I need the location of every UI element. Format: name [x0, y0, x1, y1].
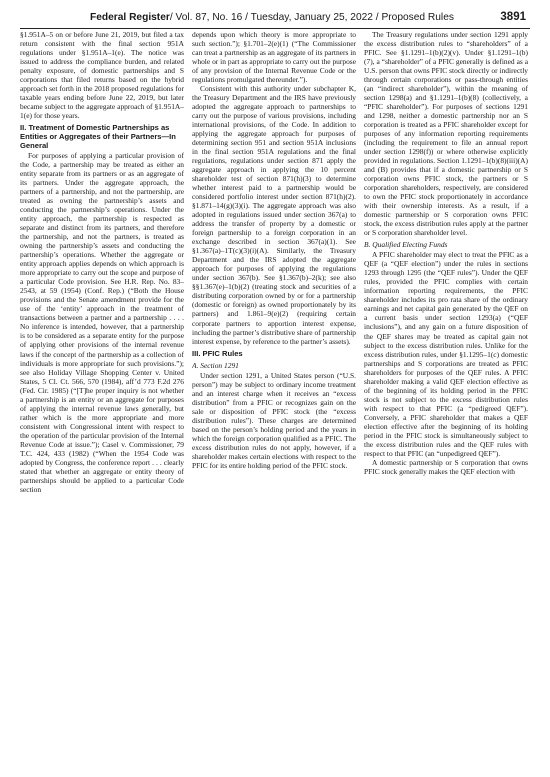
section-heading: B. Qualified Electing Funds [364, 240, 448, 250]
volume-info: / Vol. 87, No. 16 / Tuesday, January 25, 2022 / Proposed Rules [169, 12, 454, 23]
page-number: 3891 [500, 11, 526, 23]
column-2 [192, 30, 356, 770]
section-heading: II. Treatment of Domestic Partnerships as Entities or Aggregates of their Partners—In General [20, 123, 176, 151]
column-1 [20, 30, 184, 770]
paragraph: depends upon which theory is more appropriate to such section.”); §1.701–2(e)(1) (“The Commissioner can treat a partnership as an aggregate of its partners in whole or in part as appropriate to carry out the purpose of any provision of the Internal Revenue Code or the regulations promulgated thereunder.”). [192, 30, 356, 85]
column-3 [364, 30, 528, 770]
paragraph: §1.951A–5 on or before June 21, 2019, but filed a tax return consistent with the final section 951A regulations under §1.951A–1(e). The notice was issued to address the compliance burden, and related penalty exposure, of domestic partnerships and S corporations that filed returns based on the hybrid approach set forth in the 2018 proposed regulations for taxable years ending before June 22, 2019, but later became subject to the aggregate approach of §1.951A–1(e) for those years. [20, 30, 184, 121]
page-header [20, 8, 530, 28]
section-heading: III. PFIC Rules [192, 348, 243, 358]
section-heading: A. Section 1291 [192, 360, 239, 370]
text-columns [20, 30, 530, 770]
running-head [90, 12, 454, 23]
paragraph: A domestic partnership or S corporation that owns PFIC stock generally makes the QEF election with [364, 457, 528, 476]
paragraph: For purposes of applying a particular provision of the Code, a partnership may be treated as either an entity separate from its partners or as an aggregate of its partners. Under the aggregate approach, the partners of a partnership, and not the partnership, are treated as owning the partnership’s assets and conducting the partnership’s operations. Under the entity approach, the partnership is respected as separate and distinct from its partners, and therefore the partnership, and not the partners, is treated as owning the partnership’s assets and conducting the partnership’s operations. Whether the aggregate or entity approach applies depends on which approach is more appropriate to carry out the scope and purpose of a particular Code provision. See H.R. Rep. No. 83–2543, at 59 (1954) (Conf. Rep.) (“Both the House provisions and the Senate amendment provide for the use of the ‘entity’ approach in the treatment of transactions between a partner and a partnership . . . . No inference is intended, however, that a partnership is to be considered as a separate entity for the purpose of applying other provisions of the internal revenue laws if the concept of the partnership as a collection of individuals is more appropriate for such provisions.”); see also Holiday Village Shopping Center v. United States, 5 Cl. Ct. 566, 570 (1984), aff’d 773 F.2d 276 (Fed. Cir. 1985) (“[T]he proper inquiry is not whether a partnership is an entity or an aggregate for purposes of applying the internal revenue laws generally, but rather which is the more appropriate and more consistent with Congressional intent with respect to the operation of the particular provision of the Internal Revenue Code at issue.”); Casel v. Commissioner, 79 T.C. 424, 433 (1982) (“When the 1954 Code was adopted by Congress, the conference report . . . clearly stated that whether an aggregate or entity theory of partnerships should be applied to a particular Code section [20, 151, 184, 494]
paragraph: A PFIC shareholder may elect to treat the PFIC as a QEF (a “QEF election”) under the rules in sections 1293 through 1295 (the “QEF rules”). Under the QEF rules, provided the PFIC complies with certain information reporting requirements, the PFIC shareholder includes its pro rata share of the ordinary earnings and net capital gain generated by the QEF on a current basis under section 1293(a) (“QEF inclusions”), and any gain on a future disposition of the QEF shares may be treated as capital gain not subject to the excess distribution rules. Unlike for the excess distribution rules, under §1.1295–1(c) domestic partnerships and S corporations are treated as PFIC shareholders for purposes of the QEF rules. A PFIC shareholder making a valid QEF election effective as of the beginning of its holding period in the PFIC stock is not subject to the excess distribution rules with respect to that PFIC (a “pedigreed QEF”). Conversely, a PFIC shareholder that makes a QEF election effective after the beginning of its holding period in the PFIC stock is simultaneously subject to the excess distribution rules and the QEF rules with respect to that PFIC (an “unpedigreed QEF”). [364, 250, 528, 458]
header-rule [20, 28, 530, 29]
paragraph: Consistent with this authority under subchapter K, the Treasury Department and the IRS have previously adopted the aggregate approach to partnerships to carry out the purpose of various provisions, including international provisions, of the Code. In addition to applying the aggregate approach for purposes of determining section 951 and section 951A inclusions in the final section 951A regulations and the final regulations, regulations under section 871 apply the aggregate approach in applying the 10 percent shareholder test of section 871(h)(3) to determine whether interest paid to a partnership would be considered portfolio interest under section 871(h)(2). §1.871–14(g)(3)(i). The aggregate approach was also adopted in regulations issued under section 367(a) to address the transfer of property by a domestic or foreign partnership to a foreign corporation in an exchange described in section 367(a)(1). See §1.367(a)–1T(c)(3)(i)(A). Similarly, the Treasury Department and the IRS adopted the aggregate approach for purposes of applying the regulations under section 367(b). See §1.367(b)–2(k); see also §§1.367(e)–1(b)(2) (treating stock and securities of a distributing corporation owned by or for a partnership (domestic or foreign) as owned proportionately by its partners) and 1.861–9(e)(2) (requiring certain corporate partners to apportion interest expense, including the partner’s distributive share of partnership interest expense, by reference to the partner’s assets). [192, 84, 356, 346]
paragraph: The Treasury regulations under section 1291 apply the excess distribution rules to “shareholders” of a PFIC. See §1.1291–1(b)(2)(v). Under §1.1291–1(b)(7), a “shareholder” of a PFIC generally is defined as a U.S. person that owns PFIC stock directly or indirectly through certain corporations or pass-through entities (an “indirect shareholder”), within the meaning of section 1298(a) and §1.1291–1(b)(8) (collectively, a “PFIC shareholder”). For purposes of sections 1291 and 1298, neither a domestic partnership nor an S corporation is treated as a PFIC shareholder except for purposes of any information reporting requirements (including the requirement to file an annual report under section 1298(f)) or where otherwise explicitly provided in regulations. Section 1.1291–1(b)(8)(iii)(A) and (B) provides that if a domestic partnership or S corporation owns PFIC stock, the partners or S corporation shareholders, respectively, are considered to own the PFIC stock proportionately in accordance with their ownership interests. As a result, if a domestic partnership or S corporation owns PFIC stock, the excess distribution rules apply at the partner or S corporation shareholder level. [364, 30, 528, 238]
paragraph: Under section 1291, a United States person (“U.S. person”) may be subject to ordinary income treatment and an interest charge when it receives an “excess distribution” from a PFIC or recognizes gain on the sale or disposition of PFIC stock (the “excess distribution rules”). These charges are determined based on the person’s holding period and the years in which the foreign corporation qualified as a PFIC. The excess distribution rules do not apply, however, if a shareholder makes certain elections with respect to the PFIC for its entire holding period of the PFIC stock. [192, 370, 356, 470]
publication-name: Federal Register [90, 12, 170, 23]
